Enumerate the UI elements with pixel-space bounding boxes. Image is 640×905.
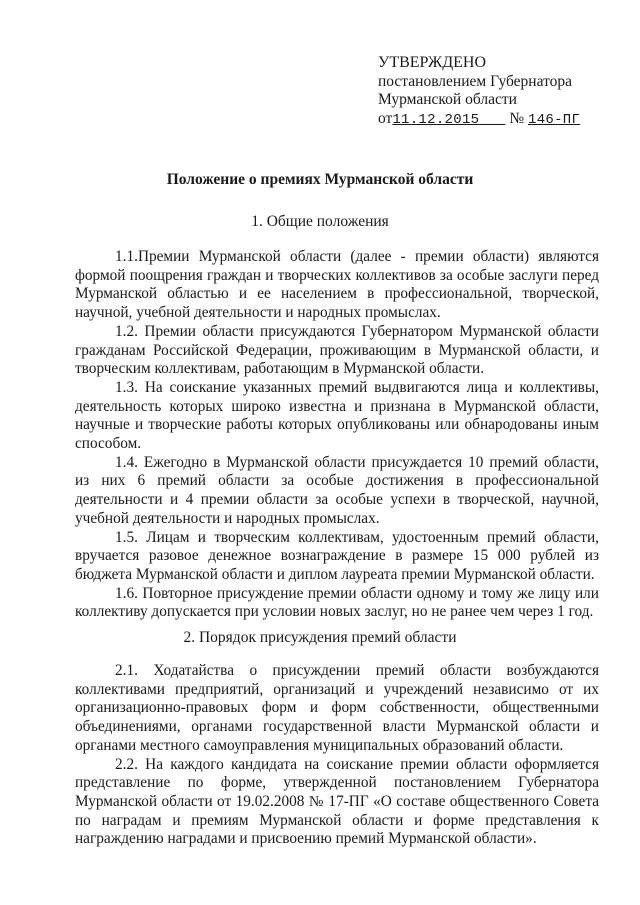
approval-from-prefix: от: [378, 109, 393, 127]
paragraph-1-3: 1.3. На соискание указанных премий выдвигаются лица и коллективы, деятельность которых широко известна и признана в Мурманской области, научные и творческие работы которых опубликованы или обнародованы иным способом.: [75, 378, 599, 453]
section-2-heading: 2. Порядок присуждения премий области: [183, 629, 457, 646]
approval-line-1: постановлением Губернатора: [378, 72, 573, 90]
paragraph-2-1: 2.1. Ходатайства о присуждении премий области возбуждаются коллективами предприятий, организаций и учреждений независимо от их организационно-правовых форм и форм собственности, общественными объединениями, органами государственной власти Мурманской области и органами местного самоуправления муниципальных образований области.: [75, 662, 599, 754]
approval-number: 146-ПГ: [528, 111, 581, 128]
approval-date-trailing: ___: [479, 111, 506, 128]
approval-line-2: Мурманской области: [378, 91, 517, 108]
approval-stamp: [378, 54, 618, 129]
paragraph-1-6: 1.6. Повторное присуждение премии области одному и тому же лицу или коллективу допускается при условии новых заслуг, но не ранее чем через 1 год.: [75, 584, 599, 621]
paragraph-2-2: 2.2. На каждого кандидата на соискание премии области оформляется представление по форме, утвержденной постановлением Губернатора Мурманской области от 19.02.2008 № 17-ПГ «О составе общественного Совета по наградам и премиям Мурманской области и форме представления к награждению наградами и присвоению премий Мурманской области».: [75, 755, 599, 848]
section-1-body: [75, 248, 599, 622]
approval-date-line: [378, 110, 618, 130]
document-title: Положение о премиях Мурманской области: [166, 171, 474, 188]
approval-date: 11.12.2015: [392, 111, 480, 128]
paragraph-1-5: 1.5. Лицам и творческим коллективам, удостоенным премий области, вручается разовое денежное вознаграждение в размере 15 000 рублей из бюджета Мурманской области и диплом лауреата премии Мурманской области.: [75, 528, 599, 583]
approval-number-sign: №: [509, 109, 525, 127]
paragraph-1-2: 1.2. Премии области присуждаются Губернатором Мурманской области гражданам Российской Федерации, проживающим в Мурманской области, и творческим коллективам, работающим в Мурманской области.: [75, 322, 599, 378]
paragraph-1-1: 1.1.Премии Мурманской области (далее - премии области) являются формой поощрения граждан и творческих коллективов за особые заслуги перед Мурманской областью и ее населением в профессиональной, творческой, научной, учебной деятельности и народных промыслах.: [75, 248, 599, 322]
approval-heading: УТВЕРЖДЕНО: [378, 54, 487, 71]
section-2-body: [75, 662, 599, 849]
paragraph-1-4: 1.4. Ежегодно в Мурманской области присуждается 10 премий области, из них 6 премий области за особые достижения в профессиональной деятельности и 4 премии области за особые успехи в творческой, научной, учебной деятельности и народных промыслах.: [75, 453, 599, 527]
section-1-heading: 1. Общие положения: [251, 213, 389, 230]
